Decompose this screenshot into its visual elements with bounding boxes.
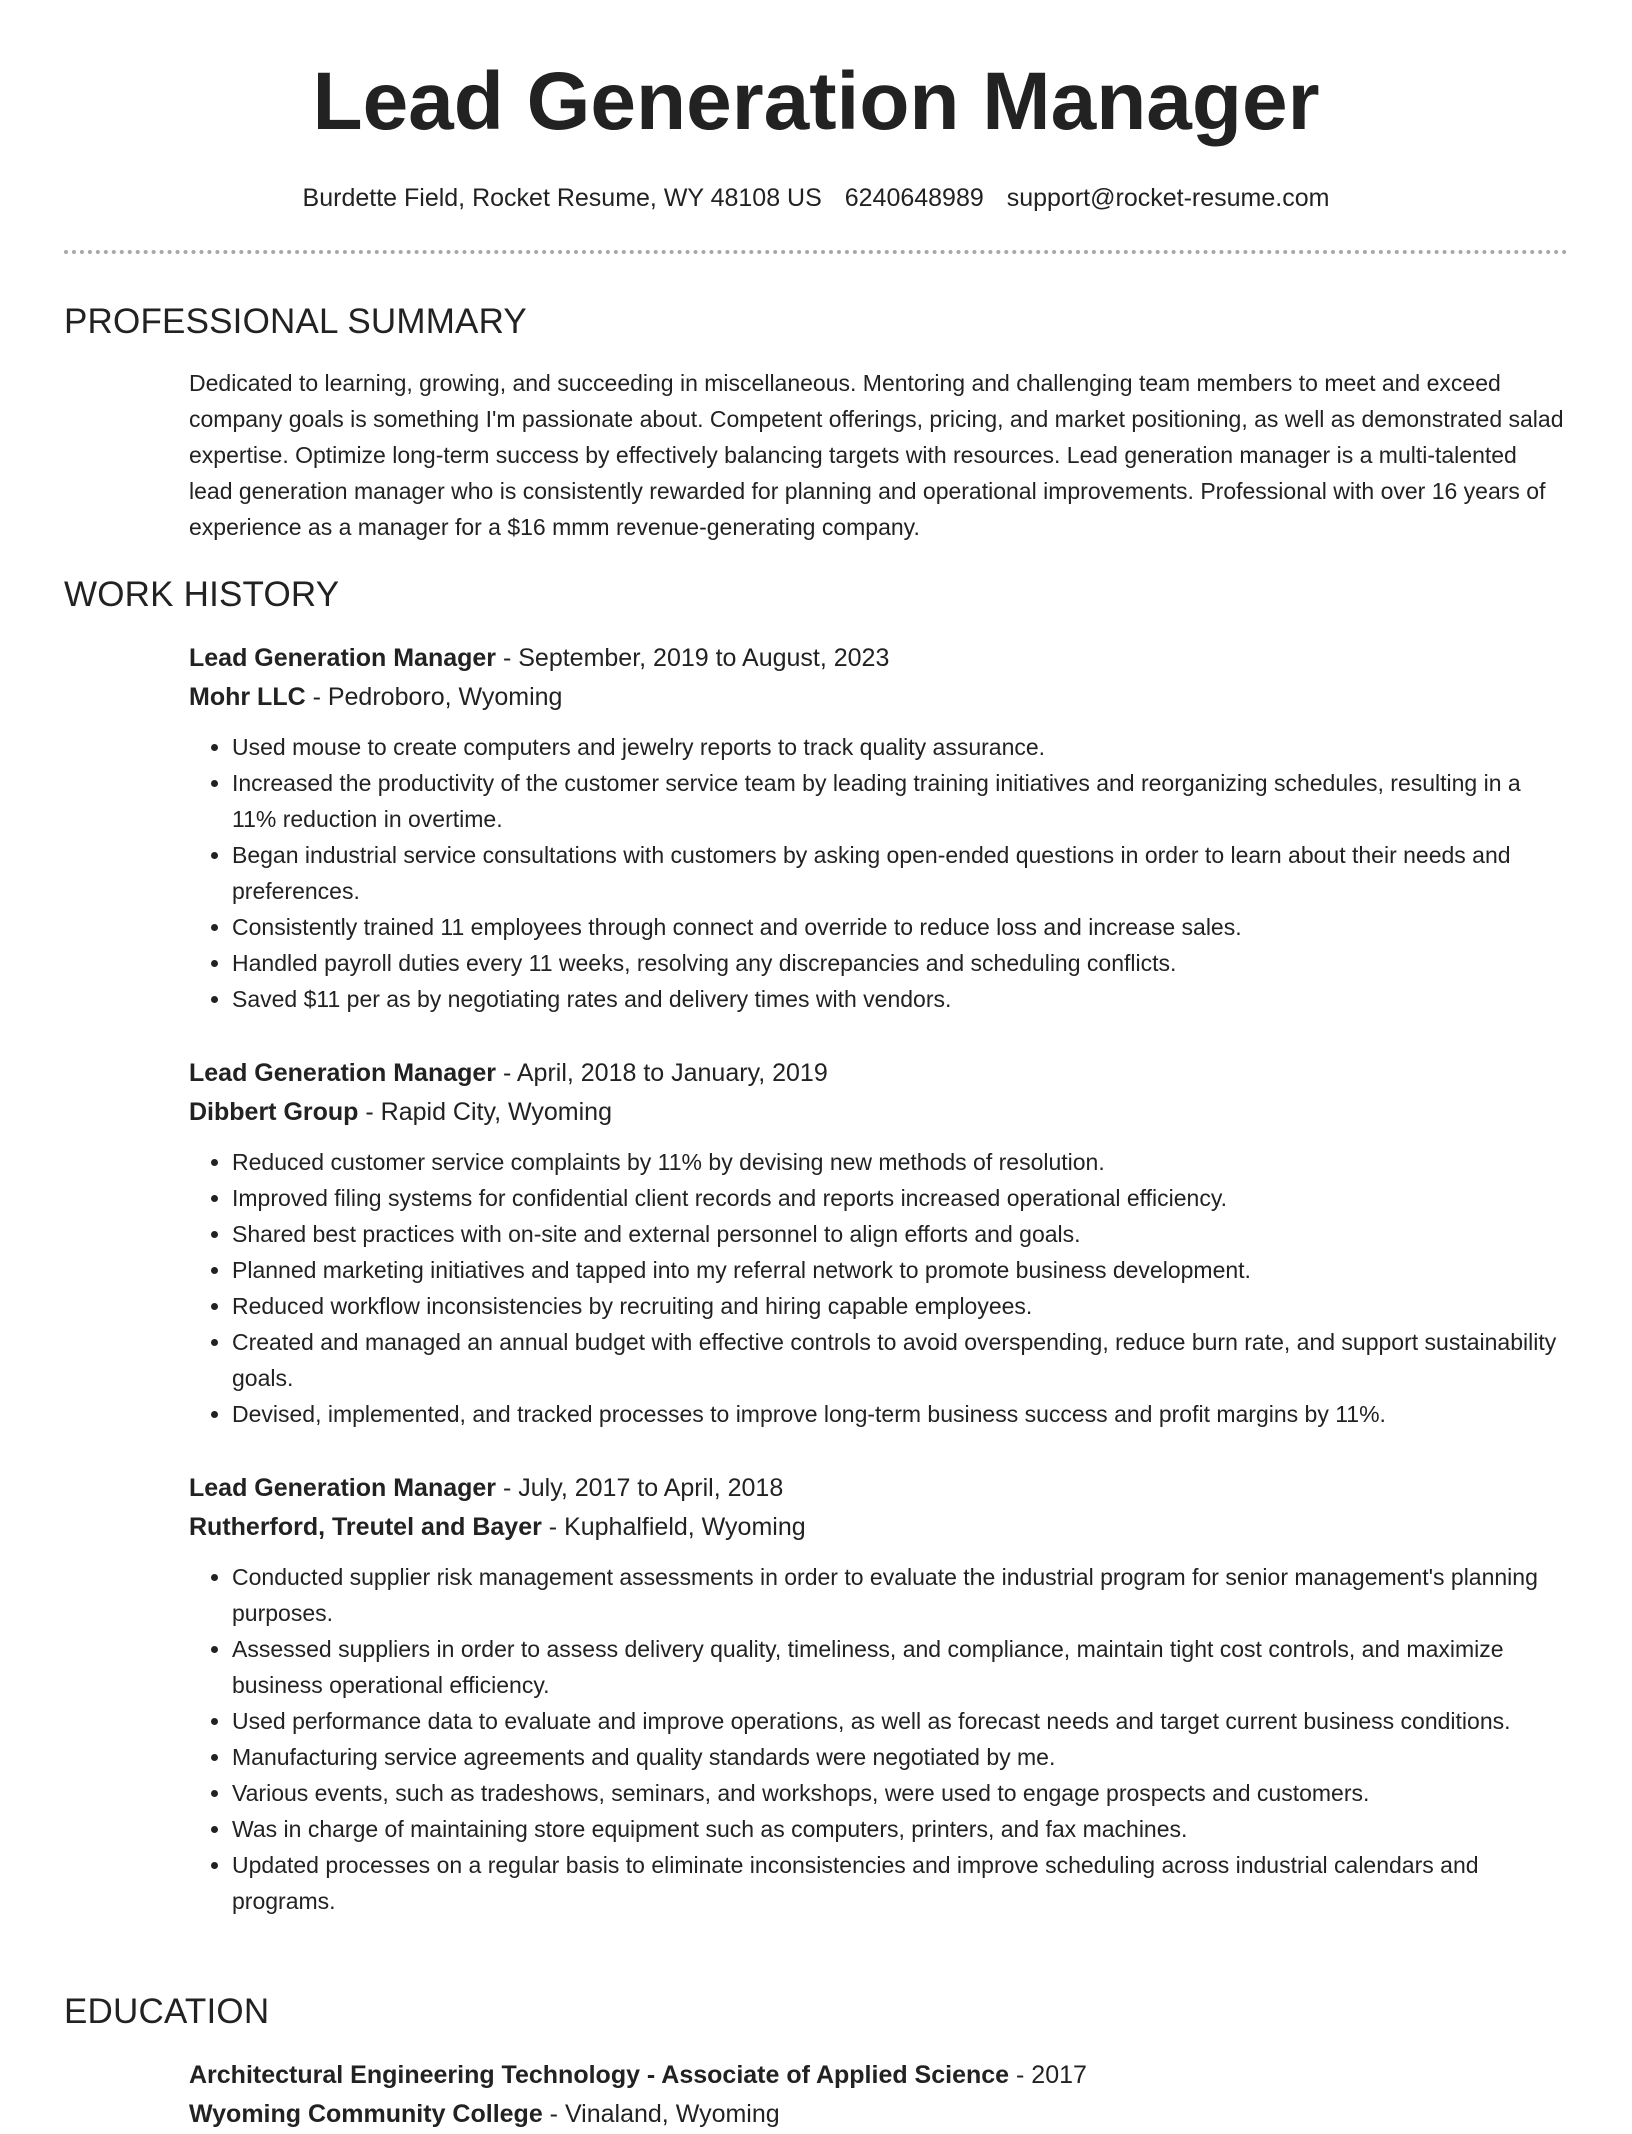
job-bullet: • Manufacturing service agreements and quality standards were negotiated by me.	[232, 1739, 1564, 1775]
job-bullet: • Increased the productivity of the customer service team by leading training initiatives and reorganizing schedules, resulting in a 11% reduction in overtime.	[232, 765, 1564, 837]
job-company: Dibbert Group	[189, 1098, 359, 1126]
job-bullet: • Created and managed an annual budget with effective controls to avoid overspending, reduce burn rate, and support sustainability goals.	[232, 1324, 1564, 1396]
education-location: - Vinaland, Wyoming	[542, 2100, 780, 2128]
education-year: - 2017	[1009, 2061, 1087, 2089]
summary-text: Dedicated to learning, growing, and succeeding in miscellaneous. Mentoring and challenging team members to meet and exceed company goals is something I'm passionate about. Competent offerings, pricing, and market positioning, as well as demonstrated salad expertise. Optimize long-term success by effectively balancing targets with resources. Lead generation manager is a multi-talented lead generation manager who is consistently rewarded for planning and operational improvements. Professional with over 16 years of experience as a manager for a $16 mmm revenue-generating company.	[189, 370, 1564, 540]
job-title-line	[189, 1469, 1564, 1508]
job-entry	[189, 639, 1564, 1017]
summary-section	[189, 365, 1564, 545]
job-bullet: • Planned marketing initiatives and tapped into my referral network to promote business development.	[232, 1252, 1564, 1288]
job-bullet: • Was in charge of maintaining store equipment such as computers, printers, and fax machines.	[232, 1811, 1564, 1847]
education-degree-line	[189, 2056, 1564, 2095]
contact-line	[0, 180, 1632, 216]
job-bullet: • Conducted supplier risk management assessments in order to evaluate the industrial program for senior management's planning purposes.	[232, 1559, 1564, 1631]
job-entry	[189, 1469, 1564, 1919]
contact-phone: 6240648989	[844, 184, 984, 212]
job-role: Lead Generation Manager	[189, 1474, 497, 1502]
job-bullet: • Began industrial service consultations with customers by asking open-ended questions in order to learn about their needs and preferences.	[232, 837, 1564, 909]
contact-email: support@rocket-resume.com	[1006, 184, 1330, 212]
job-bullet-list	[189, 1144, 1564, 1432]
job-title-line	[189, 639, 1564, 678]
job-bullet: • Saved $11 per as by negotiating rates and delivery times with vendors.	[232, 981, 1564, 1017]
job-location: - Rapid City, Wyoming	[358, 1098, 612, 1126]
job-role: Lead Generation Manager	[189, 1059, 497, 1087]
section-title-work-history: WORK HISTORY	[64, 575, 340, 614]
contact-address: Burdette Field, Rocket Resume, WY 48108 US	[302, 184, 822, 212]
resume-name-heading: Lead Generation Manager	[312, 56, 1320, 147]
job-bullet-list	[189, 1559, 1564, 1919]
job-bullet: • Reduced customer service complaints by 11% by devising new methods of resolution.	[232, 1144, 1564, 1180]
job-entry	[189, 1054, 1564, 1432]
job-bullet: • Consistently trained 11 employees through connect and override to reduce loss and increase sales.	[232, 909, 1564, 945]
job-bullet: • Handled payroll duties every 11 weeks, resolving any discrepancies and scheduling conflicts.	[232, 945, 1564, 981]
job-title-line	[189, 1054, 1564, 1093]
education-school: Wyoming Community College	[189, 2100, 543, 2128]
job-bullet: • Shared best practices with on-site and external personnel to align efforts and goals.	[232, 1216, 1564, 1252]
job-company: Mohr LLC	[189, 683, 306, 711]
job-bullet: • Reduced workflow inconsistencies by recruiting and hiring capable employees.	[232, 1288, 1564, 1324]
job-bullet: • Assessed suppliers in order to assess delivery quality, timeliness, and compliance, maintain tight cost controls, and maximize business operational efficiency.	[232, 1631, 1564, 1703]
education-entry	[189, 2056, 1564, 2134]
job-role: Lead Generation Manager	[189, 644, 497, 672]
job-company: Rutherford, Treutel and Bayer	[189, 1513, 542, 1541]
job-bullet: • Updated processes on a regular basis to eliminate inconsistencies and improve scheduling across industrial calendars and programs.	[232, 1847, 1564, 1919]
job-location: - Kuphalfield, Wyoming	[541, 1513, 806, 1541]
section-title-summary: PROFESSIONAL SUMMARY	[64, 302, 527, 341]
job-location: - Pedroboro, Wyoming	[305, 683, 563, 711]
job-company-line	[189, 1508, 1564, 1547]
job-bullet: • Various events, such as tradeshows, seminars, and workshops, were used to engage prospects and customers.	[232, 1775, 1564, 1811]
job-dates: - July, 2017 to April, 2018	[496, 1474, 784, 1502]
job-bullet: • Devised, implemented, and tracked processes to improve long-term business success and profit margins by 11%.	[232, 1396, 1564, 1432]
job-dates: - September, 2019 to August, 2023	[496, 644, 890, 672]
job-dates: - April, 2018 to January, 2019	[496, 1059, 828, 1087]
job-bullet-list	[189, 729, 1564, 1017]
section-title-education: EDUCATION	[64, 1992, 270, 2031]
job-company-line	[189, 678, 1564, 717]
job-company-line	[189, 1093, 1564, 1132]
job-bullet: • Used mouse to create computers and jewelry reports to track quality assurance.	[232, 729, 1564, 765]
education-degree: Architectural Engineering Technology - Associate of Applied Science	[189, 2061, 1010, 2089]
header-divider	[64, 250, 1568, 254]
education-school-line	[189, 2095, 1564, 2134]
job-bullet: • Used performance data to evaluate and improve operations, as well as forecast needs and target current business conditions.	[232, 1703, 1564, 1739]
job-bullet: • Improved filing systems for confidential client records and reports increased operational efficiency.	[232, 1180, 1564, 1216]
